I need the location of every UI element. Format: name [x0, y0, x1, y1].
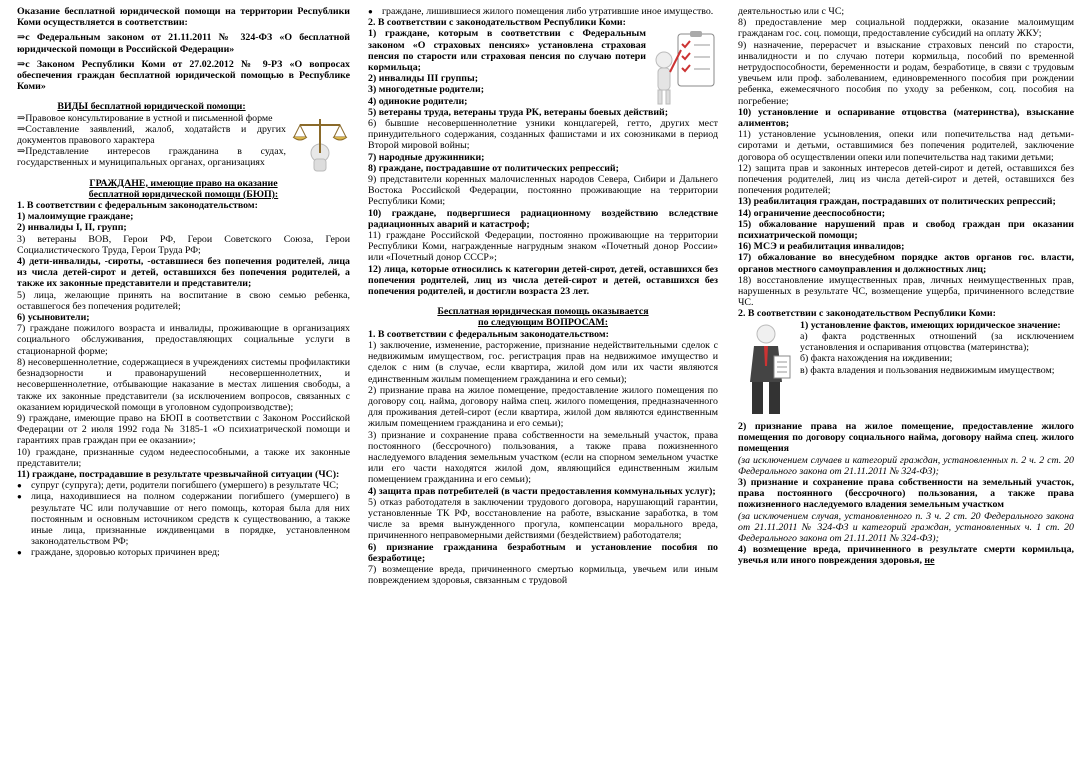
rk-note: (за исключением случаев и категорий граждан, установленных п. 2 ч. 2 ст. 20 Федерального закона от 21.11.2011 № 324-ФЗ); — [738, 454, 1074, 477]
fed-head: 1. В соответствии с федеральным законодательством: — [17, 200, 258, 212]
list-item: 5) лица, желающие принять на воспитание в свою семью ребенка, оставшегося без попечения родителей; — [17, 289, 350, 312]
question-item: 10) установление и оспаривание отцовства (материнства), взыскание алиментов; — [738, 106, 1074, 130]
rk-subitem: в) факта владения и пользования недвижимым имуществом; — [800, 364, 1055, 376]
question-item: 15) обжалование нарушений прав и свобод граждан при оказании психиатрической помощи; — [738, 218, 1074, 242]
rk-item: 3) признание и сохранение права собственности на земельный участок, права постоянного (бессрочного) пользования, а также права пожизненного наследуемого владения земельным участком — [738, 476, 1074, 511]
type-documents: ⇒Составление заявлений, жалоб, ходатайств и других документов правового характера — [17, 123, 286, 147]
question-item: 13) реабилитация граждан, пострадавших от политических репрессий; — [738, 196, 1056, 208]
question-item: 18) восстановление имущественных прав, личных неимущественных прав, нарушенных в результате ЧС, возмещение ущерба, причиненного вследствие ЧС. — [738, 274, 1074, 309]
question-item: 9) назначение, перерасчет и взыскание страховых пенсий по старости, инвалидности и по случаю потери кормильца, пособий по временной нетрудоспособности, беременности и родам, безработице, в связи с трудовым увечьем или проф. заболеванием, единовременного пособия при рождении ребенка, ежемесячного пособия по уходу за ребенком, соц. пособия на погребение; — [738, 39, 1074, 107]
question-item: 17) обжалование во внесудебном порядке актов органов гос. власти, органов местного самоуправления и должностных лиц; — [738, 252, 1074, 275]
law-regional: ⇒с Законом Республики Коми от 27.02.2012 № 9-РЗ «О вопросах обеспечения граждан бесплатной юридической помощью в Республике Коми» — [17, 58, 350, 93]
list-item: 5) ветераны труда, ветераны труда РК, ветераны боевых действий; — [368, 106, 669, 118]
rk-item: 1) установление фактов, имеющих юридическое значение: — [800, 319, 1061, 331]
question-item: 16) МСЭ и реабилитация инвалидов; — [738, 241, 905, 253]
column-right — [738, 6, 1074, 764]
question-item: 14) ограничение дееспособности; — [738, 207, 886, 219]
list-item: 7) народные дружинники; — [368, 151, 485, 163]
justice-figure-illustration — [290, 113, 350, 175]
citizens-title-1: ГРАЖДАНЕ, имеющие право на оказание — [89, 177, 278, 189]
rk-subitem: а) факта родственных отношений (за исключением установления и оспаривания отцовства (материнства); — [800, 330, 1074, 354]
rk-head: 2. В соответствии с законодательством Республики Коми: — [738, 308, 996, 320]
list-item: 4) одинокие родители; — [368, 95, 468, 107]
continuation-text: деятельностью или с ЧС; — [738, 6, 845, 17]
type-representation: ⇒Представление интересов гражданина в судах, государственных и муниципальных органах, организациях — [17, 146, 286, 169]
checklist-figure-illustration — [650, 30, 718, 106]
list-item: 8) граждане, пострадавшие от политических репрессий; — [368, 162, 619, 174]
rk-item: 2) признание права на жилое помещение, предоставление жилого помещения по договору социального найма, договору найма спец. жилого помещения — [738, 420, 1074, 455]
questions-title-2: по следующим ВОПРОСАМ: — [477, 317, 609, 329]
rk-item-text: 4) возмещение вреда, причиненного в результате смерти кормильца, увечья или иного повреждения здоровья, — [738, 544, 1074, 567]
question-item: 6) признание гражданина безработным и установление пособия по безработице; — [368, 541, 718, 564]
questions-title-1: Бесплатная юридическая помощь оказывается — [437, 306, 649, 318]
law-federal: ⇒с Федеральным законом от 21.11.2011 № 324-ФЗ «О бесплатной юридической помощи в Российской Федерации» — [17, 32, 350, 55]
question-item: 1) заключение, изменение, расторжение, признание недействительными сделок с недвижимым имуществом, гос. регистрация прав на недвижимое имущество и сделок с ним (в случае, если квартира, жилой дом или их части являются единственным жилым помещением гражданина и его семьи); — [368, 339, 718, 385]
list-item: 1) малоимущие граждане; — [17, 211, 134, 223]
type-consulting: ⇒Правовое консультирование в устной и письменной форме — [17, 112, 273, 124]
column-middle — [368, 6, 718, 764]
question-item: 4) защита прав потребителей (в части предоставления коммунальных услуг); — [368, 485, 716, 497]
rk-item — [738, 544, 1074, 566]
bullet-item: ● лица, находившиеся на полном содержании погибшего (умершего) в результате ЧС или получавшие от него помощь, которая была для них постоянным и основным источником средств к существованию, а также иные лица, признанные иждивенцами в порядке, установленном законодательством РФ; — [17, 491, 350, 547]
question-item: 11) установление усыновления, опеки или попечительства над детьми-сиротами и детьми, оставшимися без попечения родителей, заключение договора об осуществлении опеки или попечительства над такими детьми; — [738, 129, 1074, 163]
list-item: 4) дети-инвалиды, -сироты, -оставшиеся без попечения родителей, лица из числа детей-сирот и детей, оставшихся без попечения родителей, а также их законные представители и представители; — [17, 256, 350, 290]
list-item: 3) ветераны ВОВ, Герои РФ, Герои Советского Союза, Герои Социалистического Труда, Герои Труда РФ; — [17, 233, 350, 256]
bullet-item: ● супруг (супруга); дети, родители погибшего (умершего) в результате ЧС; — [17, 480, 350, 491]
rk-subitem: б) факта нахождения на иждивении; — [800, 353, 953, 365]
question-item: 8) предоставление мер социальной поддержки, оказание малоимущим гражданам гос. соц. помощи, предоставление субсидий на оплату ЖКУ; — [738, 17, 1074, 40]
question-item: 7) возмещение вреда, причиненного смертью кормильца, увечьем или иным повреждением здоровья, связанным с трудовой — [368, 563, 718, 587]
list-item: 1) граждане, которым в соответствии с Федеральным законом «О страховых пенсиях» установлена страховая пенсия по старости или страховая пенсия по случаю потери кормильца; — [368, 28, 646, 74]
bullet-item: ● граждане, лишившиеся жилого помещения либо утратившие иное имущество. — [368, 6, 718, 17]
list-item: 2) инвалиды I, II, групп; — [17, 222, 127, 234]
rk-note: (за исключением случая, установленного п. 3 ч. 2 ст. 20 Федерального закона от 21.11.2011 № 324-ФЗ и категорий граждан, установленных ч. 1 ст. 20 Федерального закона от 21.11.2011 № 324-ФЗ); — [738, 510, 1074, 544]
column-left — [17, 6, 350, 764]
question-item: 2) признание права на жилое помещение, предоставление жилого помещения по договору соц. найма, договору найма спец. жилого помещения, предназначенного для проживания детей-сирот (если квартира, жилой дом являются единственным жилым помещением гражданина и его семьи); — [368, 384, 718, 430]
businessman-figure-illustration — [738, 322, 794, 421]
rk-head: 2. В соответствии с законодательством Республики Коми: — [368, 17, 626, 29]
list-item: 2) инвалиды III группы; — [368, 73, 478, 85]
question-item: 12) защита прав и законных интересов детей-сирот и детей, оставшихся без попечения родителей, лиц из числа детей-сирот и детей, оставшихся без попечения родителей; — [738, 162, 1074, 197]
types-title: ВИДЫ бесплатной юридической помощи: — [57, 101, 246, 113]
list-item: 3) многодетные родители; — [368, 84, 485, 96]
fed-head: 1. В соответствии с федеральным законодательством: — [368, 328, 609, 340]
intro-title: Оказание бесплатной юридической помощи на территории Республики Коми осуществляется в соответствии: — [17, 6, 350, 29]
list-item: 8) несовершеннолетние, содержащиеся в учреждениях системы профилактики безнадзорности и правонарушений несовершеннолетних, и несовершеннолетние, отбывающие наказание в местах лишения свободы, а также их законные представители (за исключением вопросов, связанных с оказанием юридической помощи в уголовном судопроизводстве); — [17, 356, 350, 413]
list-item: 9) представители коренных малочисленных народов Севера, Сибири и Дальнего Востока Российской Федерации, постоянно проживающие на территории Республики Коми; — [368, 174, 718, 208]
citizens-title-2: бесплатной юридической помощи (БЮП): — [88, 188, 279, 200]
list-item: 6) бывшие несовершеннолетние узники концлагерей, гетто, других мест принудительного содержания, созданных фашистами и их союзниками в период Второй мировой войны; — [368, 118, 718, 152]
list-item: 9) граждане, имеющие право на БЮП в соответствии с Законом Российской Федерации от 2 июля 1992 года № 3185-1 «О психиатрической помощи и гарантиях прав граждан при ее оказании»; — [17, 412, 350, 447]
list-item: 7) граждане пожилого возраста и инвалиды, проживающие в организациях социального обслуживания, предоставляющих социальные услуги в стационарной форме; — [17, 323, 350, 357]
list-item: 11) граждане, пострадавшие в результате чрезвычайной ситуации (ЧС): — [17, 468, 340, 480]
list-item: 10) граждане, признанные судом недееспособными, а также их законные представители; — [17, 446, 350, 469]
list-item: 6) усыновители; — [17, 312, 90, 324]
list-item: 12) лица, которые относились к категории детей-сирот, детей, оставшихся без попечения родителей, лиц из числа детей-сирот и детей, оставшихся без попечения родителей, и достигли возраста 23 лет. — [368, 263, 718, 298]
rk-item-continuation: не — [924, 555, 935, 567]
bullet-item: ● граждане, здоровью которых причинен вред; — [17, 547, 350, 558]
question-item: 3) признание и сохранение права собственности на земельный участок, права постоянного (бессрочного) пользования, а также права пожизненного наследуемого владения земельным участком (если на спорном земельном участке или его части находятся жилой дом, являющийся единственным жилым помещением гражданина и его семьи); — [368, 429, 718, 486]
list-item: 11) граждане Российской Федерации, постоянно проживающие на территории Республики Коми, награжденные нагрудным знаком «Почетный донор России» или «Почетный донор СССР»; — [368, 230, 718, 264]
question-item: 5) отказ работодателя в заключении трудового договора, нарушающий гарантии, установленные ТК РФ, восстановление на работе, взыскание заработка, в том числе за время вынужденного прогула, компенсации морального вреда, причиненного неправомерными действиями (бездействием) работодателя; — [368, 496, 718, 542]
list-item: 10) граждане, подвергшиеся радиационному воздействию вследствие радиационных аварий и катастроф; — [368, 207, 718, 230]
